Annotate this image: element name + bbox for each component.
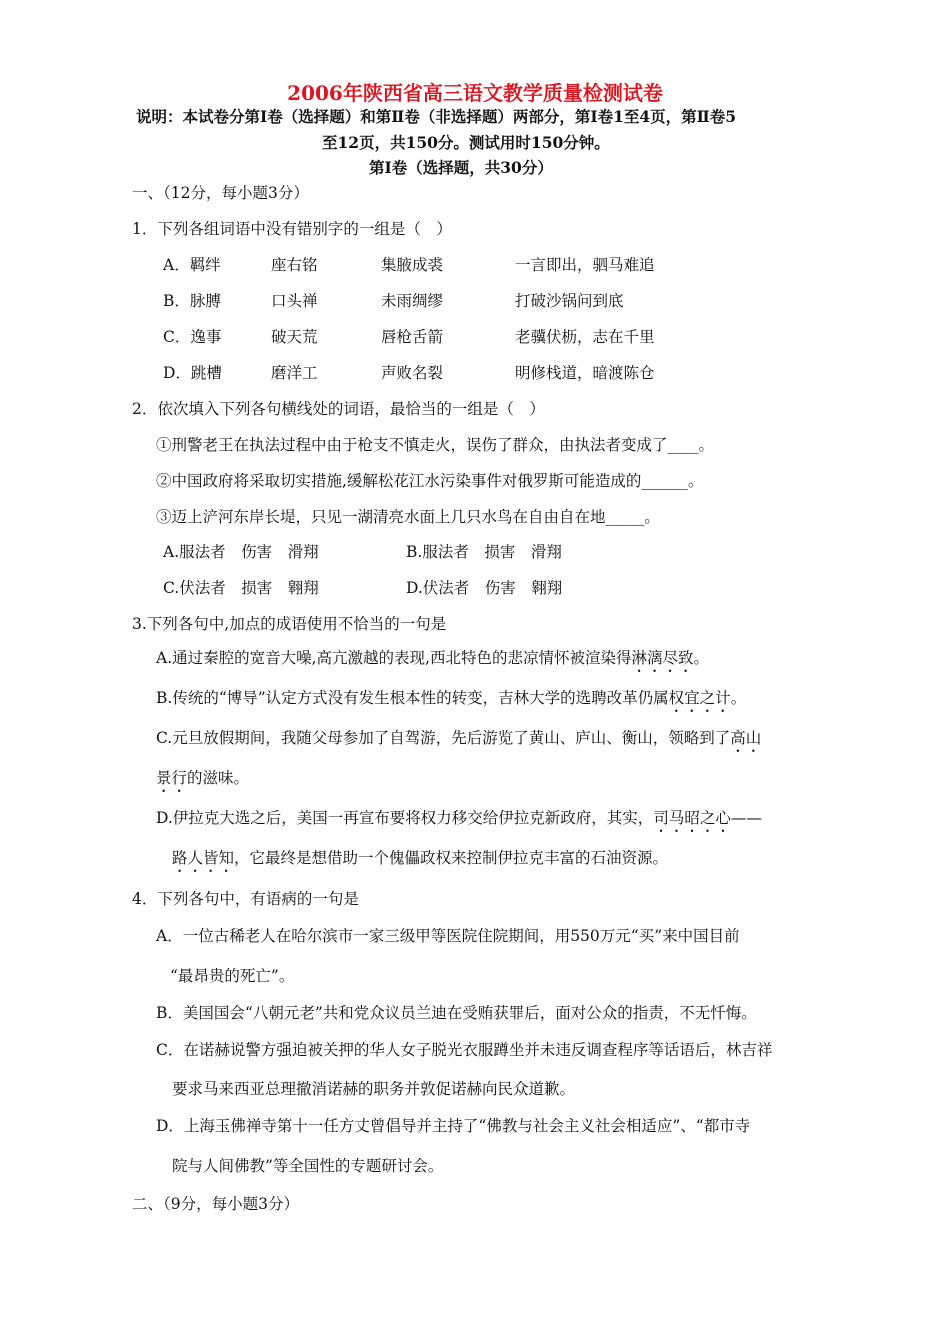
q4-option-b: B．美国国会“八朝元老”共和党众议员兰迪在受贿获罪后，面对公众的指责，不无忏悔。 xyxy=(156,1004,757,1022)
q1-d-word2: 磨洋工 xyxy=(271,364,318,382)
q3-stem: 3.下列各句中,加点的成语使用不恰当的一句是 xyxy=(132,615,447,633)
q4-option-a-line1: A．一位古稀老人在哈尔滨市一家三级甲等医院住院期间，用550万元“买”来中国目前 xyxy=(156,927,740,945)
q1-a-label: A．羁绊 xyxy=(163,256,221,274)
q4-option-c-line1: C．在诺赫说警方强迫被关押的华人女子脱光衣服蹲坐并未违反调查程序等话语后，林吉祥 xyxy=(156,1041,773,1059)
q1-c-word2: 破天荒 xyxy=(271,328,318,346)
q1-stem: 1．下列各组词语中没有错别字的一组是（ ） xyxy=(132,220,452,238)
q2-sentence-2: ②中国政府将采取切实措施,缓解松花江水污染事件对俄罗斯可能造成的______。 xyxy=(156,472,704,490)
q1-c-label: C．逸事 xyxy=(163,328,222,346)
q1-a-word3: 集腋成裘 xyxy=(381,256,444,274)
q2-sentence-1: ①刑警老王在执法过程中由于枪支不慎走火，误伤了群众，由执法者变成了____。 xyxy=(156,436,715,454)
section-2-heading: 二、（9分，每小题3分） xyxy=(132,1195,299,1213)
q1-b-label: B．脉膊 xyxy=(163,292,221,310)
q1-c-word4: 老骥伏枥，志在千里 xyxy=(515,328,655,346)
q3-d-text: D.伊拉克大选之后，美国一再宣布要将权力移交给伊拉克新政府，其实， xyxy=(156,809,654,827)
q3-c-dotted-idiom-part2: 景行 xyxy=(156,769,188,787)
q4-stem: 4．下列各句中，有语病的一句是 xyxy=(132,890,359,908)
q2-option-a: A.服法者 伤害 滑翔 xyxy=(163,543,319,561)
q3-c-text: C.元旦放假期间，我随父母参加了自驾游，先后游览了黄山、庐山、衡山，领略到了 xyxy=(156,729,731,747)
q1-d-word4: 明修栈道，暗渡陈仓 xyxy=(515,364,655,382)
q3-b-text: B.传统的“博导”认定方式没有发生根本性的转变，吉林大学的选聘改革仍属 xyxy=(156,689,669,707)
part1-heading: 第Ⅰ卷（选择题，共30分） xyxy=(369,158,553,177)
q4-option-a-line2: “最昂贵的死亡”。 xyxy=(170,967,295,985)
q3-option-a xyxy=(156,648,709,676)
q3-b-end: 。 xyxy=(730,689,747,707)
note-line-1: 说明：本试卷分第Ⅰ卷（选择题）和第Ⅱ卷（非选择题）两部分，第Ⅰ卷1至4页，第Ⅱ卷5 xyxy=(136,107,736,126)
page-title: 2006年陕西省高三语文教学质量检测试卷 xyxy=(287,81,663,105)
q4-option-c-line2: 要求马来西亚总理撤消诺赫的职务并敦促诺赫向民众道歉。 xyxy=(172,1080,576,1098)
q3-a-end: 。 xyxy=(693,649,710,667)
note-line-2: 至12页，共150分。测试用时150分钟。 xyxy=(322,133,610,152)
q2-option-d: D.伏法者 伤害 翱翔 xyxy=(406,579,563,597)
q3-d-dotted-idiom-part2: 路人皆知 xyxy=(172,849,235,867)
q1-a-word2: 座右铭 xyxy=(271,256,318,274)
q1-d-label: D．跳槽 xyxy=(163,364,222,382)
q2-stem: 2．依次填入下列各句横线处的词语，最恰当的一组是（ ） xyxy=(132,400,545,418)
q3-option-c-line2 xyxy=(156,768,249,796)
q3-d-dash: —— xyxy=(730,809,762,827)
q2-option-c: C.伏法者 损害 翱翔 xyxy=(163,579,319,597)
q3-d-end: ，它最终是想借助一个傀儡政权来控制伊拉克丰富的石油资源。 xyxy=(234,849,669,867)
q3-option-d-line2 xyxy=(172,848,668,876)
q1-b-word3: 未雨绸缪 xyxy=(381,292,444,310)
q4-option-d-line2: 院与人间佛教”等全国性的专题研讨会。 xyxy=(172,1157,444,1175)
q3-option-d-line1 xyxy=(156,808,762,836)
q1-b-word2: 口头禅 xyxy=(271,292,318,310)
q2-option-b: B.服法者 损害 滑翔 xyxy=(406,543,562,561)
q3-d-dotted-idiom-part1: 司马昭之心 xyxy=(653,809,731,827)
q3-b-dotted-idiom: 权宜之计 xyxy=(668,689,731,707)
q3-c-dotted-idiom-part1: 高山 xyxy=(730,729,762,747)
q1-a-word4: 一言即出，驷马难追 xyxy=(515,256,655,274)
q3-option-b xyxy=(156,688,746,716)
q1-b-word4: 打破沙锅问到底 xyxy=(515,292,624,310)
section-1-heading: 一、（12分，每小题3分） xyxy=(132,184,309,202)
q3-c-end: 的滋味。 xyxy=(187,769,250,787)
q3-a-dotted-idiom: 淋漓尽致 xyxy=(631,649,694,667)
q2-sentence-3: ③迈上浐河东岸长堤，只见一湖清亮水面上几只水鸟在自由自在地_____。 xyxy=(156,508,660,526)
q4-option-d-line1: D．上海玉佛禅寺第十一任方丈曾倡导并主持了“佛教与社会主义社会相适应”、“都市寺 xyxy=(156,1117,751,1135)
q3-option-c-line1 xyxy=(156,728,761,756)
q1-d-word3: 声败名裂 xyxy=(381,364,444,382)
q3-a-text: A.通过秦腔的宽音大噪,高亢激越的表现,西北特色的悲凉情怀被渲染得 xyxy=(156,649,632,667)
q1-c-word3: 唇枪舌箭 xyxy=(381,328,444,346)
